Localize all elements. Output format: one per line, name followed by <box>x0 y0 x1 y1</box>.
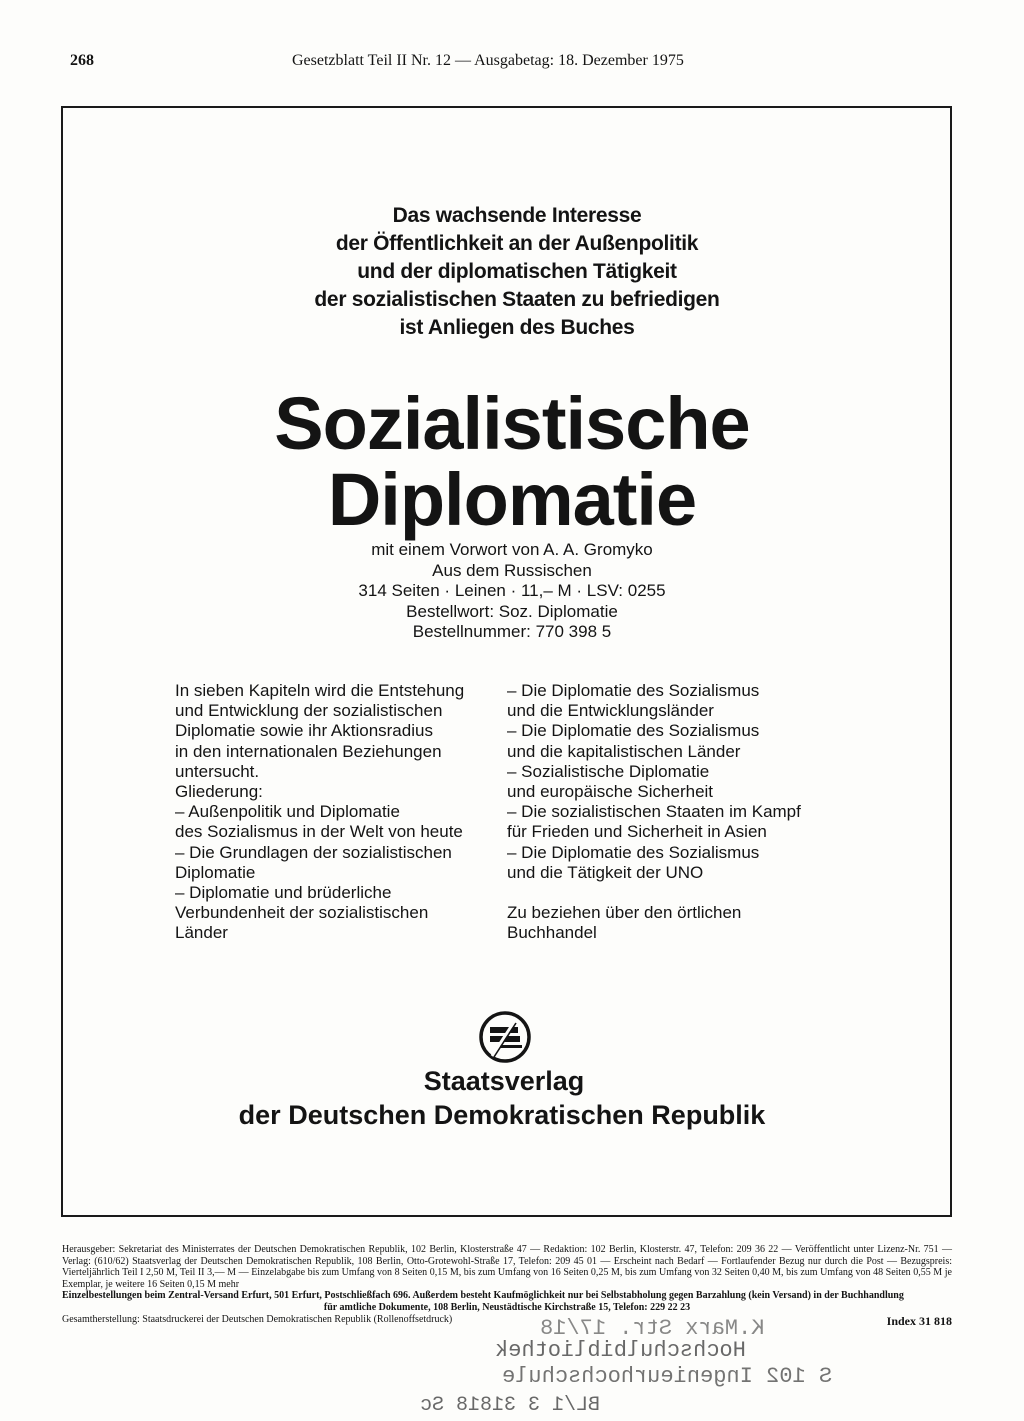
text-line: Gliederung: <box>175 782 263 802</box>
detail-order-word: Bestellwort: Soz. Diplomatie <box>406 601 618 621</box>
spacer <box>507 883 837 903</box>
imprint-printer: Gesamtherstellung: Staatsdruckerei der Deutschen Demokratischen Republik (Rollenoffsetdruck) <box>62 1313 453 1325</box>
ad-intro <box>0 202 1024 342</box>
text-line: und europäische Sicherheit <box>507 782 714 802</box>
text-line: und Entwicklung der sozialistischen <box>175 701 443 721</box>
page-number: 268 <box>70 52 94 69</box>
library-stamp-name: Hochschulbibliothek <box>495 1338 746 1363</box>
library-stamp-address: K.Marx Str. 17/18 <box>540 1316 765 1341</box>
description-right-column <box>507 681 837 943</box>
index-number: Index 31 818 <box>886 1313 952 1328</box>
imprint-printer-line <box>62 1314 952 1326</box>
text-line: Verbundenheit der sozialistischen <box>175 903 429 923</box>
publisher-line: der Deutschen Demokratischen Republik <box>238 1100 766 1130</box>
text-line: des Sozialismus in der Welt von heute <box>175 822 463 842</box>
description-left-column <box>175 681 505 944</box>
text-line: und die kapitalistischen Länder <box>507 741 741 761</box>
text-line: – Die Grundlagen der sozialistischen <box>175 842 452 862</box>
text-line: Diplomatie <box>175 862 256 882</box>
library-stamp-institution: S 102 Ingenieurhochschule <box>502 1364 833 1389</box>
book-title <box>0 382 1024 541</box>
text-line: – Die Diplomatie des Sozialismus <box>507 721 760 741</box>
text-line: – Die sozialistischen Staaten im Kampf <box>507 802 801 822</box>
detail-order-number: Bestellnummer: 770 398 5 <box>412 622 612 641</box>
intro-line: ist Anliegen des Buches <box>399 316 635 339</box>
text-line: für Frieden und Sicherheit in Asien <box>507 822 767 842</box>
intro-line: der Öffentlichkeit an der Außenpolitik <box>335 232 699 255</box>
text-line: Länder <box>175 923 228 943</box>
detail-specs: 314 Seiten · Leinen · 11,– M · LSV: 0255 <box>358 581 666 600</box>
detail-translation: Aus dem Russischen <box>432 560 592 580</box>
book-title-line: Sozialistische <box>274 382 750 465</box>
intro-line: der sozialistischen Staaten zu befriedigen <box>314 288 720 311</box>
imprint-publisher-info: Herausgeber: Sekretariat des Ministerrates der Deutschen Demokratischen Republik, 102 Berlin, Klosterstraße 47 — Redaktion: 102 Berlin, Klosterstr. 47, Telefon: 209 36 22 — Veröffentlicht unter Lizenz-Nr. 751 — Verlag: (610/62) Staatsverlag der Deutschen Demokratischen Republik, 108 Berlin, Otto-Grotewohl-Straße 17, Telefon: 209 45 01 — Erscheint nach Bedarf — Fortlaufender Bezug nur durch die Post — Bezugspreis: Vierteljährlich Teil I 2,50 M, Teil II 3,— M — Einzelabgabe bis zum Umfang von 8 Seiten 0,15 M, bis zum Umfang von 16 Seiten 0,25 M, bis zum Umfang von 32 Seiten 0,40 M, bis zum Umfang von 48 Seiten 0,55 M je Exemplar, je weitere 16 Seiten 0,15 M mehr <box>62 1244 952 1290</box>
text-line: Diplomatie sowie ihr Aktionsradius <box>175 721 433 741</box>
header-title: Gesetzblatt Teil II Nr. 12 — Ausgabetag: 18. Dezember 1975 <box>292 52 684 69</box>
publisher-name <box>0 1064 1004 1132</box>
text-line: – Die Diplomatie des Sozialismus <box>507 842 760 862</box>
imprint-bookshop-address: für amtliche Dokumente, 108 Berlin, Neustädtische Kirchstraße 15, Telefon: 229 22 23 <box>323 1301 691 1313</box>
book-title-line: Diplomatie <box>327 458 697 541</box>
intro-line: und der diplomatischen Tätigkeit <box>357 260 677 283</box>
text-line: – Außenpolitik und Diplomatie <box>175 802 400 822</box>
publisher-logo-icon <box>478 1010 532 1064</box>
text-line: und die Tätigkeit der UNO <box>507 862 704 882</box>
detail-foreword: mit einem Vorwort von A. A. Gromyko <box>371 540 653 559</box>
text-line: und die Entwicklungsländer <box>507 701 714 721</box>
book-details <box>0 540 1024 643</box>
availability-note: Buchhandel <box>507 923 597 943</box>
availability-note: Zu beziehen über den örtlichen <box>507 903 742 923</box>
intro-line: Das wachsende Interesse <box>392 204 642 227</box>
text-line: – Diplomatie und brüderliche <box>175 883 392 903</box>
page-header <box>70 52 730 76</box>
text-line: untersucht. <box>175 761 260 781</box>
text-line: – Sozialistische Diplomatie <box>507 761 710 781</box>
imprint-ordering-info: Einzelbestellungen beim Zentral-Versand Erfurt, 501 Erfurt, Postschließfach 696. Außerdem besteht Kaufmöglichkeit nur bei Selbstabholung gegen Barzahlung (kein Versand) in der Buchhandlung <box>62 1290 904 1302</box>
text-line: In sieben Kapiteln wird die Entstehung <box>175 681 465 700</box>
text-line: in den internationalen Beziehungen <box>175 741 442 761</box>
text-line: – Die Diplomatie des Sozialismus <box>507 681 760 700</box>
publisher-line: Staatsverlag <box>423 1066 585 1096</box>
imprint-footer <box>62 1244 952 1328</box>
library-stamp-shelfmark: BL/1 3 31818 Sc <box>420 1394 601 1417</box>
